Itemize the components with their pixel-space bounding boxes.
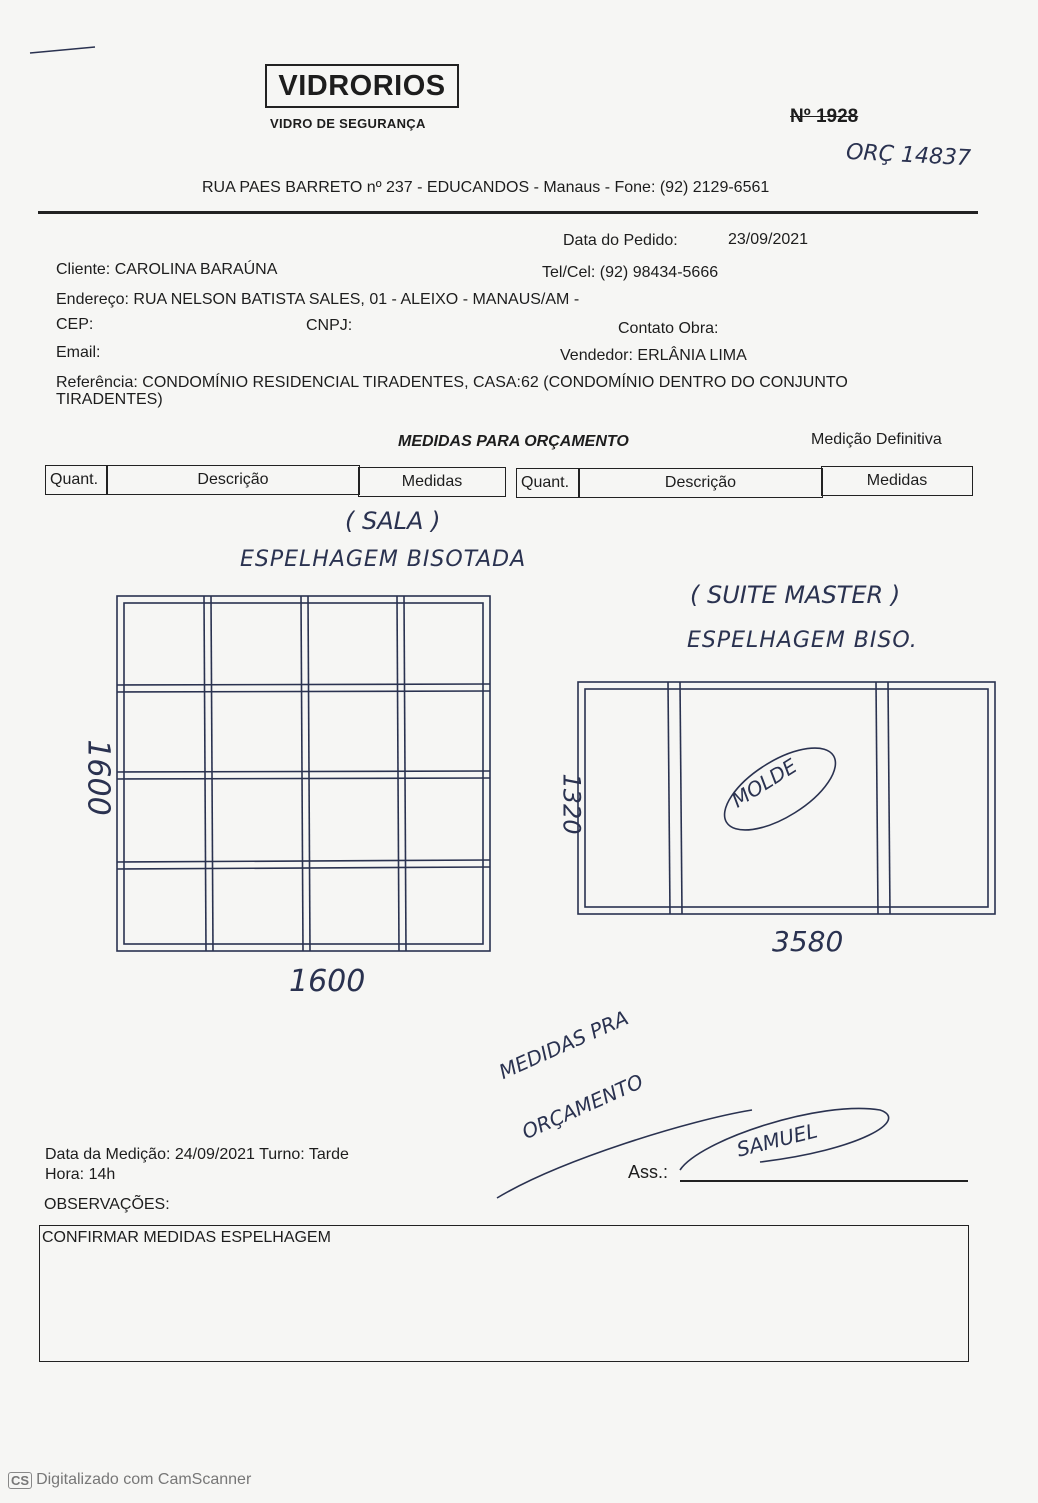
suite-label: ( SUITE MASTER )	[690, 581, 901, 609]
molde-label: MOLDE	[727, 753, 802, 813]
table-header-descricao-right: Descrição	[578, 468, 823, 498]
table-header-medidas-left: Medidas	[358, 467, 506, 497]
sala-description: ESPELHAGEM BISOTADA	[240, 547, 527, 572]
scanner-text: Digitalizado com CamScanner	[36, 1471, 252, 1488]
client-address: Endereço: RUA NELSON BATISTA SALES, 01 - ALEIXO - MANAUS/AM -	[56, 291, 580, 308]
note-line-2: ORÇAMENTO	[518, 1069, 647, 1144]
document-number: Nº 1928	[790, 106, 859, 127]
table-header-quant-left: Quant.	[45, 465, 108, 495]
note-line-1: MEDIDAS PRA	[495, 1005, 632, 1084]
suite-width: 3580	[772, 925, 844, 958]
measurement-status: Medição Definitiva	[811, 431, 942, 448]
company-logo: VIDRORIOS	[265, 64, 459, 108]
orc-handwritten-note: ORÇ 14837	[845, 139, 972, 172]
table-header-medidas-right: Medidas	[821, 466, 973, 496]
sala-width: 1600	[289, 964, 366, 999]
client-name: Cliente: CAROLINA BARAÚNA	[56, 261, 278, 278]
suite-description: ESPELHAGEM BISO.	[687, 628, 918, 653]
email-label: Email:	[56, 344, 101, 361]
company-address: RUA PAES BARRETO nº 237 - EDUCANDOS - Manaus - Fone: (92) 2129-6561	[202, 179, 770, 196]
observations-label: OBSERVAÇÕES:	[44, 1196, 170, 1213]
seller-name: Vendedor: ERLÂNIA LIMA	[560, 347, 747, 364]
site-contact-label: Contato Obra:	[618, 320, 719, 337]
order-date-label: Data do Pedido:	[563, 232, 678, 249]
camscanner-icon: CS	[8, 1472, 32, 1489]
table-header-descricao-left: Descrição	[106, 465, 360, 495]
client-phone: Tel/Cel: (92) 98434-5666	[542, 264, 719, 281]
suite-height: 1320	[557, 773, 586, 835]
signature-label: Ass.:	[628, 1162, 669, 1182]
logo-subtitle: VIDRO DE SEGURANÇA	[270, 116, 426, 131]
reference-line-2: TIRADENTES)	[56, 391, 163, 408]
suite-mirror	[578, 682, 995, 914]
signature-line	[680, 1180, 968, 1182]
observations-box	[39, 1225, 969, 1362]
sala-height: 1600	[80, 739, 116, 816]
table-header-quant-right: Quant.	[516, 468, 580, 498]
measures-title: MEDIDAS PARA ORÇAMENTO	[398, 433, 629, 450]
cnpj-label: CNPJ:	[306, 317, 353, 334]
scanner-watermark	[8, 1471, 251, 1489]
sala-label: ( SALA )	[345, 507, 441, 535]
measurement-time: Hora: 14h	[45, 1166, 116, 1183]
observations-text: CONFIRMAR MEDIDAS ESPELHAGEM	[42, 1229, 331, 1246]
order-date-value: 23/09/2021	[728, 231, 809, 248]
cep-label: CEP:	[56, 316, 94, 333]
reference-line-1: Referência: CONDOMÍNIO RESIDENCIAL TIRADENTES, CASA:62 (CONDOMÍNIO DENTRO DO CONJUNTO	[56, 374, 848, 391]
measurement-date: Data da Medição: 24/09/2021 Turno: Tarde	[45, 1146, 349, 1163]
signature: SAMUEL	[734, 1118, 820, 1162]
